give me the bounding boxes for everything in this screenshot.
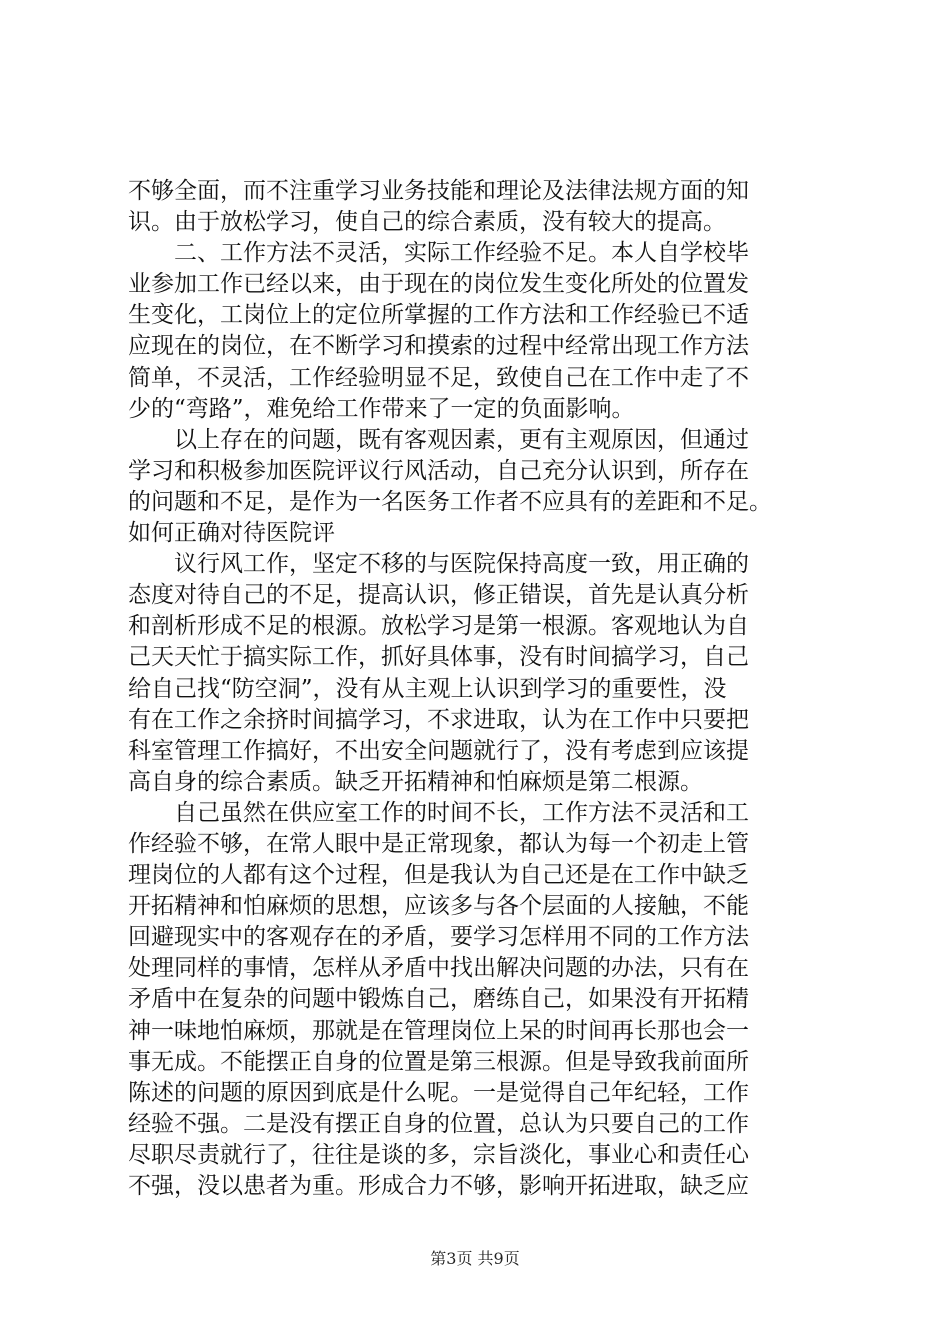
text-line: 如何正确对待医院评 xyxy=(128,520,335,547)
text-line: 以上存在的问题，既有客观因素，更有主观原因，但通过 xyxy=(128,426,749,453)
text-line: 的问题和不足，是作为一名医务工作者不应具有的差距和不足。 xyxy=(128,488,772,515)
text-line: 简单，不灵活，工作经验明显不足，致使自己在工作中走了不 xyxy=(128,364,749,391)
text-line: 议行风工作，坚定不移的与医院保持高度一致，用正确的 xyxy=(128,551,749,578)
text-line: 理岗位的人都有这个过程，但是我认为自己还是在工作中缺乏 xyxy=(128,862,749,889)
text-line: 态度对待自己的不足，提高认识，修正错误，首先是认真分析 xyxy=(128,582,749,609)
text-line: 己天天忙于搞实际工作，抓好具体事，没有时间搞学习，自己 xyxy=(128,644,749,671)
text-line: 回避现实中的客观存在的矛盾，要学习怎样用不同的工作方法 xyxy=(128,924,749,951)
text-line: 尽职尽责就行了，往往是谈的多，宗旨淡化，事业心和责任心 xyxy=(128,1141,749,1168)
text-line: 经验不强。二是没有摆正自身的位置，总认为只要自己的工作 xyxy=(128,1110,749,1137)
text-line: 科室管理工作搞好，不出安全问题就行了，没有考虑到应该提 xyxy=(128,737,749,764)
text-line: 识。由于放松学习，使自己的综合素质，没有较大的提高。 xyxy=(128,209,726,236)
text-line: 神一味地怕麻烦，那就是在管理岗位上呆的时间再长那也会一 xyxy=(128,1017,749,1044)
text-line: 处理同样的事情，怎样从矛盾中找出解决问题的办法，只有在 xyxy=(128,955,749,982)
text-line: 学习和积极参加医院评议行风活动，自己充分认识到，所存在 xyxy=(128,457,749,484)
text-line: 陈述的问题的原因到底是什么呢。一是觉得自己年纪轻，工作 xyxy=(128,1079,749,1106)
text-line: 事无成。不能摆正自身的位置是第三根源。但是导致我前面所 xyxy=(128,1048,749,1075)
text-line: 作经验不够，在常人眼中是正常现象，都认为每一个初走上管 xyxy=(128,830,749,857)
text-line: 生变化，工岗位上的定位所掌握的工作方法和工作经验已不适 xyxy=(128,302,749,329)
text-line: 矛盾中在复杂的问题中锻炼自己，磨练自己，如果没有开拓精 xyxy=(128,986,749,1013)
text-line: 开拓精神和怕麻烦的思想，应该多与各个层面的人接触，不能 xyxy=(128,893,749,920)
text-line: 自己虽然在供应室工作的时间不长，工作方法不灵活和工 xyxy=(128,799,749,826)
page-footer: 第3页 共9页 xyxy=(430,1249,520,1268)
text-line: 有在工作之余挤时间搞学习，不求进取，认为在工作中只要把 xyxy=(128,706,749,733)
text-line: 应现在的岗位，在不断学习和摸索的过程中经常出现工作方法 xyxy=(128,333,749,360)
text-line: 不够全面，而不注重学习业务技能和理论及法律法规方面的知 xyxy=(128,178,749,204)
text-line: 少的“弯路”，难免给工作带来了一定的负面影响。 xyxy=(128,395,635,422)
text-line: 业参加工作已经以来，由于现在的岗位发生变化所处的位置发 xyxy=(128,271,749,298)
document-body xyxy=(128,176,828,1202)
text-line: 二、工作方法不灵活，实际工作经验不足。本人自学校毕 xyxy=(128,240,749,267)
text-line: 和剖析形成不足的根源。放松学习是第一根源。客观地认为自 xyxy=(128,613,749,640)
text-line: 不强，没以患者为重。形成合力不够，影响开拓进取，缺乏应 xyxy=(128,1173,749,1199)
text-line: 高自身的综合素质。缺乏开拓精神和怕麻烦是第二根源。 xyxy=(128,768,703,795)
text-line: 给自己找“防空洞”，没有从主观上认识到学习的重要性，没 xyxy=(128,675,727,702)
